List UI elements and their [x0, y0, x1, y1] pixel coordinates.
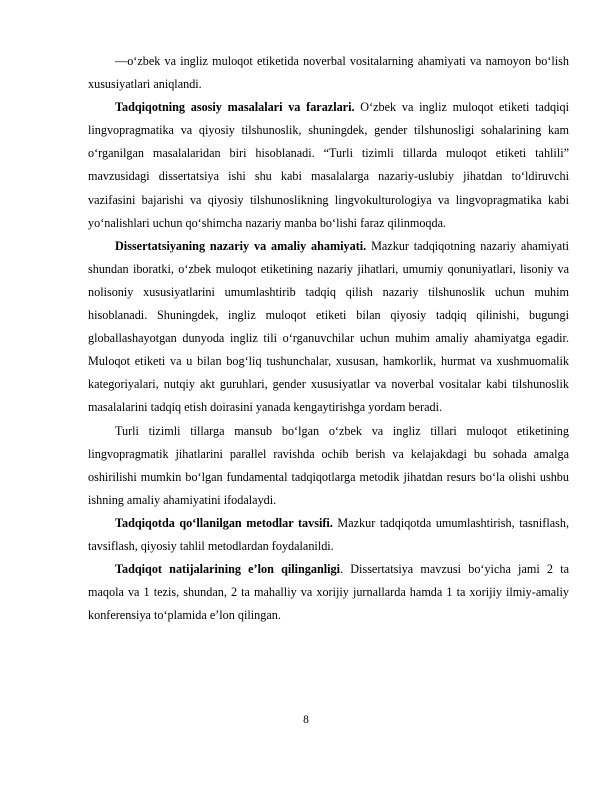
paragraph-methods [88, 512, 569, 558]
paragraph-lead: Dissertatsiyaning nazariy va amaliy ahamiyati. [115, 238, 367, 253]
paragraph-lead: Tadqiqotning asosiy masalalari va farazlari. [115, 100, 355, 115]
paragraph-practical-value [88, 420, 569, 512]
paragraph-text: ―o‘zbek va ingliz muloqot etiketida noverbal vositalarning ahamiyati va namoyon bo‘lish xususiyatlari aniqlandi. [88, 54, 569, 92]
paragraph-lead: Tadqiqotda qo‘llanilgan metodlar tavsifi. [115, 515, 333, 530]
paragraph-text: O‘zbek va ingliz muloqot etiketi tadqiqi lingvopragmatika va qiyosiy tilshunoslik, shuningdek, gender tilshunosligi sohalarining kam o‘rganilgan masalalaridan biri hisoblanadi. “Turli tizimli tillarda muloqot etiketi tahlili” mavzusidagi dissertatsiya ishi shu kabi masalalarga nazariy-uslubiy jihatdan to‘ldiruvchi vazifasini bajarishi va qiyosiy tilshunoslikning lingvokulturologiya va lingvopragmatika kabi yo‘nalishlari uchun qo‘shimcha nazariy manba bo‘lishi faraz qilinmoqda. [88, 100, 570, 230]
paragraph-lead: Tadqiqot natijalarining e’lon qilinganligi [115, 562, 341, 577]
page-number: 8 [303, 714, 309, 726]
paragraph-text: Turli tizimli tillarga mansub bo‘lgan o‘zbek va ingliz tillari muloqot etiketining lingvopragmatik jihatlarini parallel ravishda ochib berish va kelajakdagi bu sohada amalga oshirilishi mumkin bo‘lgan fundamental tadqiqotlarga metodik jihatdan resurs bo‘la olishi ushbu ishning amaliy ahamiyatini ifodalaydi. [88, 423, 569, 507]
paragraph-text: . Dissertatsiya mavzusi bo‘yicha jami 2 ta maqola va 1 tezis, shundan, 2 ta mahalliy va xorijiy jurnallarda hamda 1 ta xorijiy ilmiy-amaliy konferensiya to‘plamida e’lon qilingan. [88, 562, 569, 623]
document-body [88, 50, 569, 627]
paragraph-text: Mazkur tadqiqotning nazariy ahamiyati shundan iboratki, o‘zbek muloqot etiketining nazariy jihatlari, umumiy qonuniyatlari, lisoniy va nolisoniy xususiyatlarini umumlashtirib tadqiq qilish nazariy tilshunoslik uchun muhim hisoblanadi. Shuningdek, ingliz muloqot etiketi bilan qiyosiy tadqiq qilinishi, bugungi globallashayotgan dunyoda ingliz tili o‘rganuvchilar uchun muhim amaliy ahamiyatga egadir. Muloqot etiketi va u bilan bog‘liq tushunchalar, xususan, hamkorlik, hurmat va xushmuomalik kategoriyalari, nutqiy akt guruhlari, gender xususiyatlar va noverbal vositalar kabi tilshunoslik masalalarini tadqiq etish doirasini yanada kengaytirishga yordam beradi. [88, 238, 569, 415]
paragraph-publications [88, 558, 569, 627]
paragraph-intro-continuation [88, 50, 569, 96]
paragraph-significance [88, 235, 569, 420]
paragraph-text: Mazkur tadqiqotda umumlashtirish, tasniflash, tavsiflash, qiyosiy tahlil metodlardan foydalanildi. [88, 515, 569, 553]
paragraph-research-questions [88, 96, 569, 235]
